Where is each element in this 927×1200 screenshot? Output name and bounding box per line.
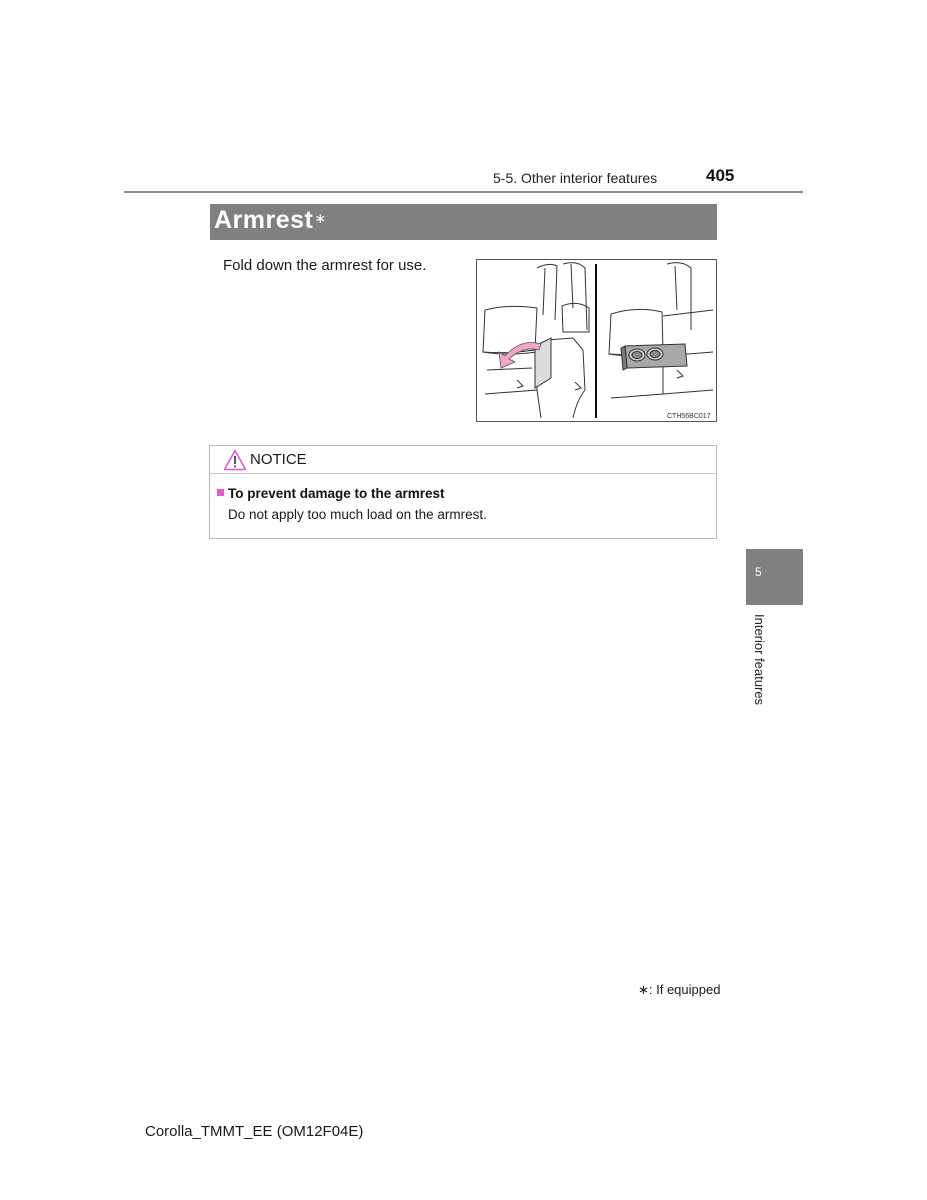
footnote: ∗: If equipped [638, 982, 721, 997]
page-title [214, 205, 326, 235]
warning-triangle-icon [223, 449, 247, 476]
figure-code: CTH56BC017 [667, 413, 711, 420]
notice-label: NOTICE [250, 451, 307, 468]
armrest-drawing [477, 260, 716, 421]
page-number: 405 [706, 166, 735, 185]
footer-text: Corolla_TMMT_EE (OM12F04E) [145, 1123, 364, 1140]
instruction-text: Fold down the armrest for use. [223, 257, 427, 274]
notice-divider [210, 473, 716, 474]
bullet-square-icon [217, 489, 224, 496]
notice-text: Do not apply too much load on the armrest. [228, 507, 487, 522]
section-label: 5-5. Other interior features [493, 170, 658, 186]
chapter-number: 5 [755, 565, 762, 579]
notice-subhead: To prevent damage to the armrest [228, 486, 445, 501]
page-title-text: Armrest [214, 206, 314, 234]
chapter-title: Interior features [752, 614, 767, 706]
if-equipped-mark: ∗ [314, 210, 327, 226]
armrest-illustration [476, 259, 717, 422]
header-rule [124, 191, 803, 193]
